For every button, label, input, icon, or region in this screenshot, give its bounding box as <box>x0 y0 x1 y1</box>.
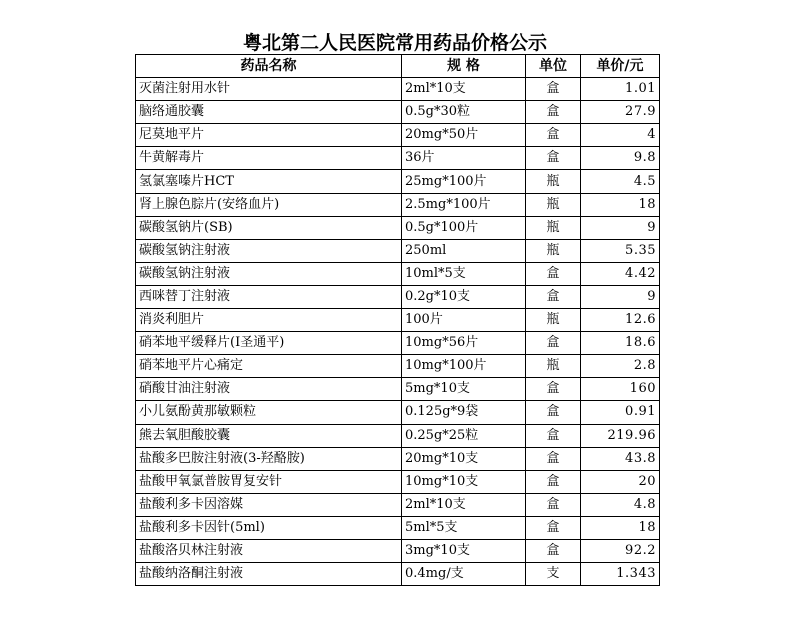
drug-name-cell: 西咪替丁注射液 <box>136 285 402 308</box>
page-title: 粤北第二人民医院常用药品价格公示 <box>242 32 547 54</box>
unit-cell: 盒 <box>526 539 581 562</box>
unit-cell: 盒 <box>526 470 581 493</box>
drug-name-cell: 消炎利胆片 <box>136 309 402 332</box>
table-row <box>136 78 660 101</box>
drug-name-cell: 尼莫地平片 <box>136 124 402 147</box>
unit-cell: 瓶 <box>526 355 581 378</box>
table-row <box>136 101 660 124</box>
header-row <box>136 55 660 78</box>
drug-name-cell: 硝酸甘油注射液 <box>136 378 402 401</box>
price-cell: 4.42 <box>581 262 660 285</box>
price-cell: 18.6 <box>581 332 660 355</box>
unit-cell: 盒 <box>526 262 581 285</box>
spec-cell: 2ml*10支 <box>402 493 526 516</box>
price-cell: 9 <box>581 216 660 239</box>
drug-name-cell: 碳酸氢钠注射液 <box>136 262 402 285</box>
drug-name-cell: 盐酸利多卡因溶媒 <box>136 493 402 516</box>
price-cell: 160 <box>581 378 660 401</box>
unit-cell: 盒 <box>526 332 581 355</box>
spec-cell: 0.25g*25粒 <box>402 424 526 447</box>
price-cell: 18 <box>581 193 660 216</box>
header-drug-name: 药品名称 <box>136 55 402 78</box>
unit-cell: 瓶 <box>526 216 581 239</box>
spec-cell: 0.5g*100片 <box>402 216 526 239</box>
header-spec: 规 格 <box>402 55 526 78</box>
table-row <box>136 216 660 239</box>
unit-cell: 盒 <box>526 101 581 124</box>
spec-cell: 5ml*5支 <box>402 516 526 539</box>
unit-cell: 盒 <box>526 401 581 424</box>
drug-name-cell: 盐酸纳洛酮注射液 <box>136 563 402 586</box>
table-row <box>136 401 660 424</box>
drug-name-cell: 氢氯塞嗪片HCT <box>136 170 402 193</box>
spec-cell: 250ml <box>402 239 526 262</box>
unit-cell: 盒 <box>526 447 581 470</box>
spec-cell: 0.4mg/支 <box>402 563 526 586</box>
drug-name-cell: 碳酸氢钠片(SB) <box>136 216 402 239</box>
table-row <box>136 493 660 516</box>
drug-name-cell: 脑络通胶囊 <box>136 101 402 124</box>
table-row <box>136 355 660 378</box>
price-cell: 43.8 <box>581 447 660 470</box>
price-cell: 20 <box>581 470 660 493</box>
drug-name-cell: 牛黄解毒片 <box>136 147 402 170</box>
price-cell: 1.343 <box>581 563 660 586</box>
price-cell: 5.35 <box>581 239 660 262</box>
table-row <box>136 285 660 308</box>
table-row <box>136 262 660 285</box>
unit-cell: 盒 <box>526 124 581 147</box>
drug-name-cell: 盐酸利多卡因针(5ml) <box>136 516 402 539</box>
unit-cell: 盒 <box>526 147 581 170</box>
unit-cell: 盒 <box>526 378 581 401</box>
price-cell: 9 <box>581 285 660 308</box>
spec-cell: 3mg*10支 <box>402 539 526 562</box>
spec-cell: 10mg*56片 <box>402 332 526 355</box>
spec-cell: 25mg*100片 <box>402 170 526 193</box>
price-cell: 0.91 <box>581 401 660 424</box>
unit-cell: 瓶 <box>526 193 581 216</box>
spec-cell: 20mg*10支 <box>402 447 526 470</box>
table-row <box>136 170 660 193</box>
table-row <box>136 309 660 332</box>
table-row <box>136 378 660 401</box>
price-table <box>135 54 660 586</box>
unit-cell: 盒 <box>526 516 581 539</box>
table-row <box>136 124 660 147</box>
table-row <box>136 563 660 586</box>
drug-name-cell: 盐酸洛贝林注射液 <box>136 539 402 562</box>
spec-cell: 36片 <box>402 147 526 170</box>
drug-name-cell: 肾上腺色腙片(安络血片) <box>136 193 402 216</box>
spec-cell: 0.5g*30粒 <box>402 101 526 124</box>
header-price: 单价/元 <box>581 55 660 78</box>
unit-cell: 瓶 <box>526 309 581 332</box>
price-cell: 18 <box>581 516 660 539</box>
price-cell: 4.8 <box>581 493 660 516</box>
unit-cell: 盒 <box>526 78 581 101</box>
drug-name-cell: 盐酸甲氧氯普胺胃复安针 <box>136 470 402 493</box>
table-row <box>136 447 660 470</box>
spec-cell: 2ml*10支 <box>402 78 526 101</box>
price-cell: 12.6 <box>581 309 660 332</box>
drug-name-cell: 硝苯地平缓释片(I圣通平) <box>136 332 402 355</box>
unit-cell: 盒 <box>526 493 581 516</box>
table-row <box>136 424 660 447</box>
table-row <box>136 147 660 170</box>
unit-cell: 盒 <box>526 285 581 308</box>
header-unit: 单位 <box>526 55 581 78</box>
price-cell: 92.2 <box>581 539 660 562</box>
drug-name-cell: 硝苯地平片心痛定 <box>136 355 402 378</box>
price-cell: 4.5 <box>581 170 660 193</box>
drug-name-cell: 灭菌注射用水针 <box>136 78 402 101</box>
spec-cell: 5mg*10支 <box>402 378 526 401</box>
table-row <box>136 332 660 355</box>
table-row <box>136 239 660 262</box>
table-row <box>136 470 660 493</box>
price-cell: 219.96 <box>581 424 660 447</box>
spec-cell: 10ml*5支 <box>402 262 526 285</box>
unit-cell: 支 <box>526 563 581 586</box>
price-cell: 27.9 <box>581 101 660 124</box>
price-cell: 4 <box>581 124 660 147</box>
spec-cell: 10mg*10支 <box>402 470 526 493</box>
table-row <box>136 539 660 562</box>
price-cell: 9.8 <box>581 147 660 170</box>
spec-cell: 10mg*100片 <box>402 355 526 378</box>
spec-cell: 0.2g*10支 <box>402 285 526 308</box>
drug-name-cell: 熊去氧胆酸胶囊 <box>136 424 402 447</box>
spec-cell: 20mg*50片 <box>402 124 526 147</box>
drug-name-cell: 碳酸氢钠注射液 <box>136 239 402 262</box>
unit-cell: 盒 <box>526 424 581 447</box>
price-cell: 2.8 <box>581 355 660 378</box>
spec-cell: 2.5mg*100片 <box>402 193 526 216</box>
table-row <box>136 193 660 216</box>
spec-cell: 0.125g*9袋 <box>402 401 526 424</box>
unit-cell: 瓶 <box>526 239 581 262</box>
price-cell: 1.01 <box>581 78 660 101</box>
unit-cell: 瓶 <box>526 170 581 193</box>
spec-cell: 100片 <box>402 309 526 332</box>
table-row <box>136 516 660 539</box>
drug-name-cell: 小儿氨酚黄那敏颗粒 <box>136 401 402 424</box>
drug-name-cell: 盐酸多巴胺注射液(3-羟酪胺) <box>136 447 402 470</box>
table-body <box>136 78 660 586</box>
